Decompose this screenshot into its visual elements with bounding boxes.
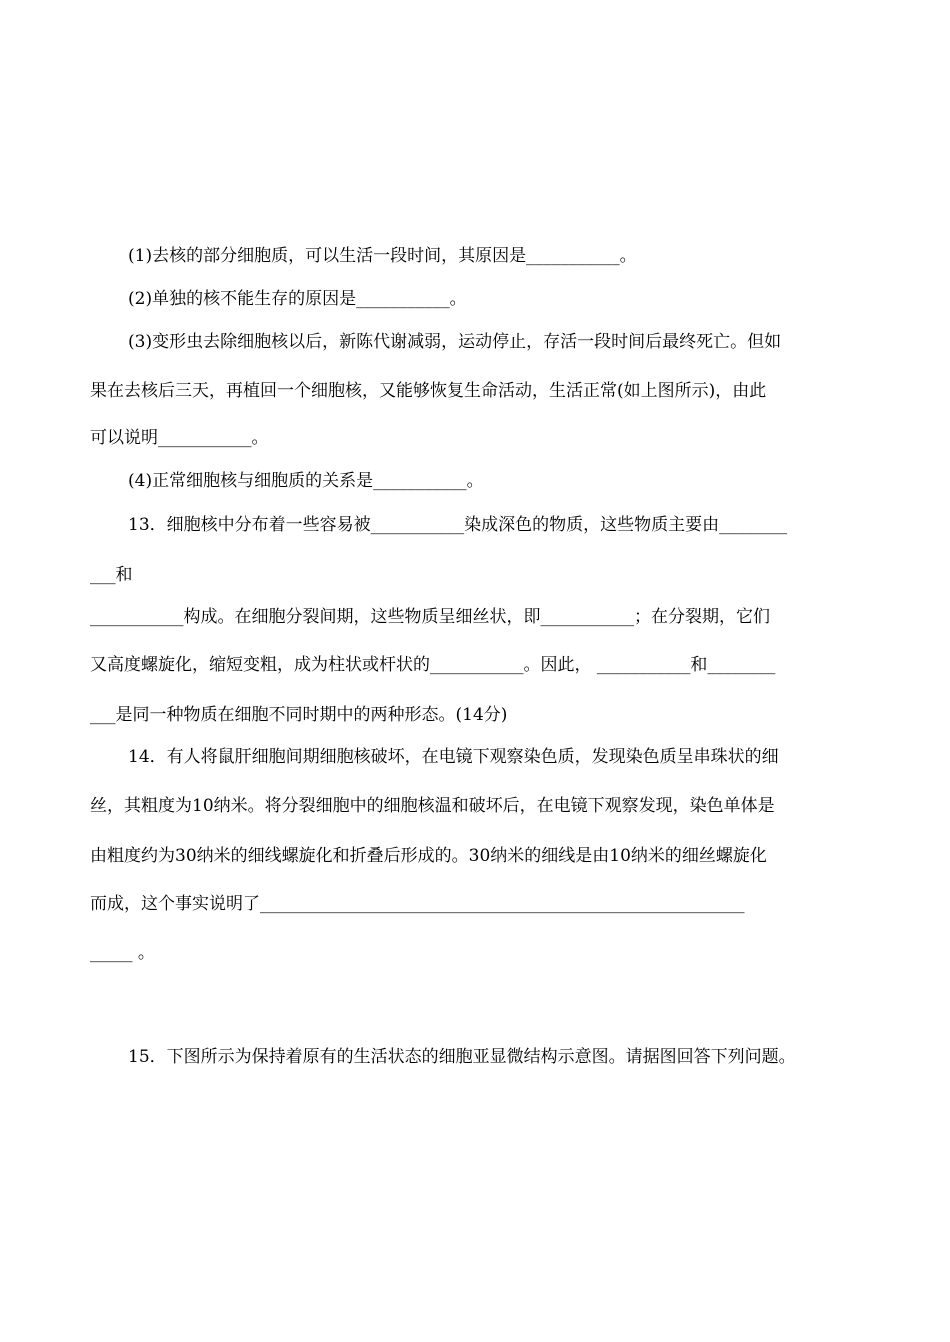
q12-subquestion-4: (4)正常细胞核与细胞质的关系是___________。 — [128, 471, 484, 491]
q12-subquestion-1: (1)去核的部分细胞质，可以生活一段时间，其原因是___________。 — [128, 246, 637, 266]
q12-subquestion-2: (2)单独的核不能生存的原因是___________。 — [128, 289, 467, 309]
q14-line-3: 由粗度约为30纳米的细线螺旋化和折叠后形成的。30纳米的细线是由10纳米的细丝螺旋化 — [90, 846, 767, 866]
q14-line-5: _____ 。 — [90, 943, 155, 963]
q12-subquestion-3-line-2: 果在去核后三天，再植回一个细胞核，又能够恢复生命活动，生活正常(如上图所示)，由此 — [90, 381, 767, 401]
q15-line-1: 15．下图所示为保持着原有的生活状态的细胞亚显微结构示意图。请据图回答下列问题。 — [128, 1047, 796, 1067]
q13-line-3: ___________构成。在细胞分裂间期，这些物质呈细丝状，即___________；在分裂期，它们 — [90, 607, 770, 627]
q12-subquestion-3-line-3: 可以说明___________。 — [90, 428, 269, 448]
q14-line-2: 丝，其粗度为10纳米。将分裂细胞中的细胞核温和破坏后，在电镜下观察发现，染色单体是 — [90, 796, 775, 816]
q14-line-1: 14．有人将鼠肝细胞间期细胞核破坏，在电镜下观察染色质，发现染色质呈串珠状的细 — [128, 747, 779, 767]
q14-line-4: 而成，这个事实说明了_________________________________________________________ — [90, 894, 745, 914]
q13-line-1: 13．细胞核中分布着一些容易被___________染成深色的物质，这些物质主要由________ — [128, 515, 788, 535]
q13-line-4: 又高度螺旋化，缩短变粗，成为柱状或杆状的___________。因此， ___________和________ — [90, 655, 776, 675]
q12-subquestion-3-line-1: (3)变形虫去除细胞核以后，新陈代谢减弱，运动停止，存活一段时间后最终死亡。但如 — [128, 332, 782, 352]
q13-line-2: ___和 — [90, 565, 133, 585]
q13-line-5: ___是同一种物质在细胞不同时期中的两种形态。(14分) — [90, 705, 508, 725]
